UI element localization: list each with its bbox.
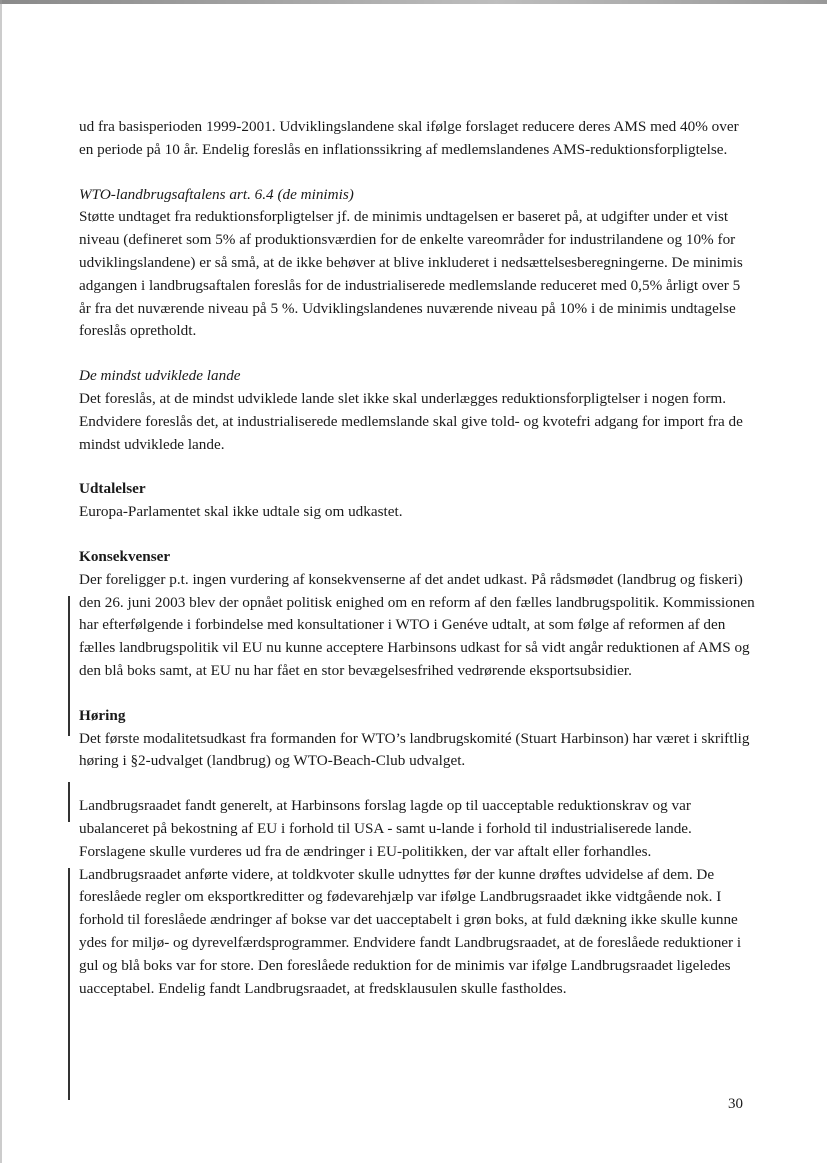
page-number: 30 xyxy=(728,1096,743,1112)
statements-heading: Udtalelser xyxy=(79,480,146,498)
hearing-paragraph: Det første modalitetsudkast fra formanden for WTO’s landbrugskomité (Stuart Harbinson) har været i skriftlig høring i §2-udvalget (landbrug) og WTO-Beach-Club udvalget. xyxy=(79,729,750,770)
margin-bar-landbrugsraadet xyxy=(68,868,70,1100)
least-developed-paragraph: Det foreslås, at de mindst udviklede lande slet ikke skal underlægges reduktionsforpligtelser i nogen form. Endvidere foreslås det, at industrialiserede medlemslande skal give told- og kvotefri adgang for import fra de mindst udviklede lande. xyxy=(79,389,743,453)
page-content xyxy=(79,116,755,1000)
least-developed-heading: De mindst udviklede lande xyxy=(79,367,241,385)
scan-edge-left xyxy=(0,0,2,1163)
de-minimis-paragraph: Støtte undtaget fra reduktionsforpligtelser jf. de minimis undtagelsen er baseret på, at udgifter under et vist niveau (defineret som 5% af produktionsværdien for de enkelte vareområder for industrilandene og 10% for udviklingslandene) er så små, at de ikke behøver at blive inkluderet i nedsættelsesberegningerne. De minimis adgangen i landbrugsaftalen foreslås for de industrialiserede medlemslande reduceret med 0,5% årligt over 5 år fra det nuværende niveau på 5 %. Udviklingslandenes nuværende niveau på 10% i de minimis undtagelse foreslås opretholdt. xyxy=(79,208,743,340)
statements-paragraph: Europa-Parlamentet skal ikke udtale sig om udkastet. xyxy=(79,503,403,521)
margin-bar-consequences xyxy=(68,596,70,736)
scan-edge-top xyxy=(0,0,827,4)
de-minimis-heading: WTO-landbrugsaftalens art. 6.4 (de minimis) xyxy=(79,185,354,203)
intro-paragraph: ud fra basisperioden 1999-2001. Udviklingslandene skal ifølge forslaget reducere deres AMS med 40% over en periode på 10 år. Endelig foreslås en inflationssikring af medlemslandenes AMS-reduktionsforpligtelse. xyxy=(79,118,739,158)
consequences-heading: Konsekvenser xyxy=(79,547,171,565)
margin-bar-hearing xyxy=(68,782,70,822)
hearing-heading: Høring xyxy=(79,706,126,724)
landbrugsraadet-paragraph: Landbrugsraadet fandt generelt, at Harbinsons forslag lagde op til uacceptable reduktionskrav og var ubalanceret på bekostning af EU i forhold til USA - samt u-lande i forhold til industrialiserede lande. Forslagene skulle vurderes ud fra de ændringer i EU-politikken, der var aftalt eller forhandles. Landbrugsraadet anførte videre, at toldkvoter skulle udnyttes før der kunne drøftes udvidelse af dem. De foreslåede regler om eksportkreditter og fødevarehjælp var ifølge Landbrugsraadet ikke vidtgående nok. I forhold til foreslåede ændringer af bokse var det uacceptabelt i grøn boks, at fuld dækning ikke skulle kunne ydes for miljø- og dyrevelfærdsprogrammer. Endvidere fandt Landbrugsraadet, at de foreslåede reduktioner i gul og blå boks var for store. Den foreslåede reduktion for de minimis var ifølge Landbrugsraadet ligeledes uacceptabel. Endelig fandt Landbrugsraadet, at fredsklausulen skulle fastholdes. xyxy=(79,797,742,997)
consequences-paragraph: Der foreligger p.t. ingen vurdering af konsekvenserne af det andet udkast. På rådsmødet (landbrug og fiskeri) den 26. juni 2003 blev der opnået politisk enighed om en reform af den fælles landbrugspolitik. Kommissionen har efterfølgende i forbindelse med konsultationer i WTO i Genéve udtalt, at som følge af reformen af den fælles landbrugspolitik vil EU nu kunne acceptere Harbinsons udkast for så vidt angår reduktionen af AMS og den blå boks samt, at EU nu har fået en stor bevægelsesfrihed vedrørende eksportsubsidier. xyxy=(79,570,755,679)
